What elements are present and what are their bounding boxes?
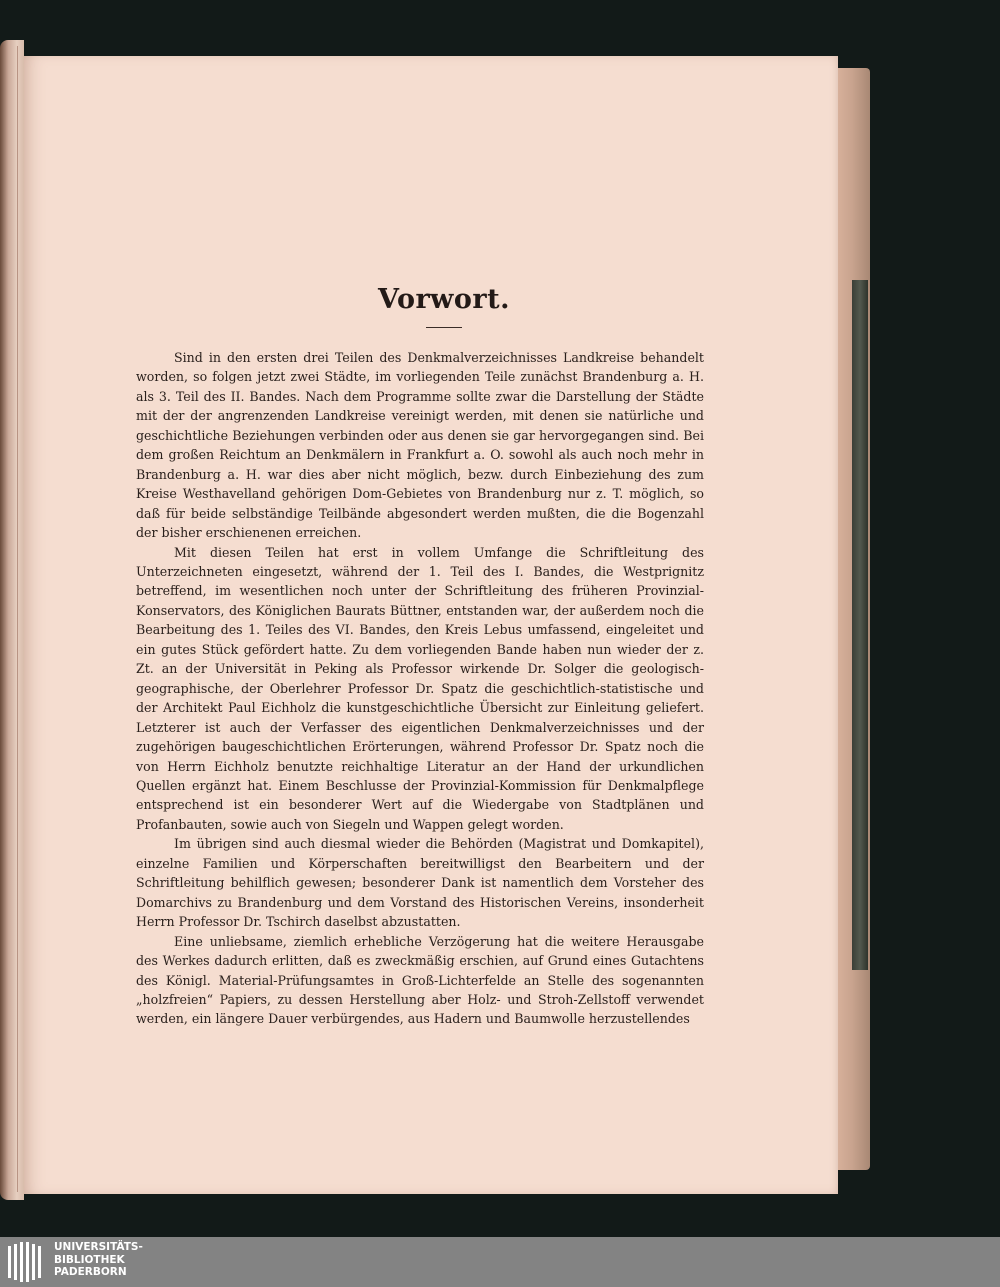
paragraph-2: Mit diesen Teilen hat erst in vollem Umfange die Schriftleitung des Unterzeichneten eingesetzt, während der 1. Teil des I. Bandes, die Westprignitz betreffend, im wesentlichen noch unter der Schriftleitung des früheren Provinzial-Konservators, des Königlichen Baurats Büttner, entstanden war, der außerdem noch die Bearbeitung des 1. Teiles des VI. Bandes, den Kreis Lebus umfassend, eingeleitet und ein gutes Stück gefördert hatte. Zu dem vorliegenden Bande haben nun wieder der z. Zt. an der Universität in Peking als Professor wirkende Dr. Solger die geologisch-geographische, der Oberlehrer Professor Dr. Spatz die geschichtlich-statistische und der Architekt Paul Eichholz die kunstgeschichtliche Übersicht zur Einleitung geliefert. Letzterer ist auch der Verfasser des eigentlichen Denkmalverzeichnisses und der zugehörigen baugeschichtlichen Erörterungen, während Professor Dr. Spatz noch die von Herrn Eichholz benutzte reichhaltige Literatur an der Hand der urkundlichen Quellen ergänzt hat. Einem Beschlusse der Provinzial-Kommission für Denkmalpflege entsprechend ist ein besonderer Wert auf die Wiedergabe von Stadtplänen und Profanbauten, sowie auch von Siegeln und Wappen gelegt worden.: [136, 544, 704, 832]
paragraph-3: Im übrigen sind auch diesmal wieder die Behörden (Magistrat und Domkapitel), einzelne Familien und Körperschaften bereitwilligst den Bearbeitern und der Schriftleitung behilflich gewesen; besonderer Dank ist namentlich dem Vorsteher des Domarchivs zu Brandenburg und dem Vorstand des Historischen Vereins, insonderheit Herrn Professor Dr. Tschirch daselbst abzustatten.: [136, 836, 704, 930]
left-page-edge: [0, 40, 24, 1200]
heading-rule: [426, 327, 462, 328]
paragraph-4: Eine unliebsame, ziemlich erhebliche Verzögerung hat die weitere Herausgabe des Werkes dadurch erlitten, daß es zweckmäßig erschien, auf Grund eines Gutachtens des Königl. Material-Prüfungsamtes in Groß-Lichterfelde an Stelle des sogenannten „holzfreien“ Papiers, zu dessen Herstellung aber Holz- und Stroh-Zellstoff verwendet werden, ein längere Dauer verbürgendes, aus Hadern und Baumwolle herzustellendes: [136, 933, 704, 1027]
library-logo-icon: [7, 1240, 47, 1284]
library-name-line-2: BIBLIOTHEK: [54, 1253, 125, 1266]
book-page: [24, 56, 838, 1194]
library-name: [54, 1241, 143, 1279]
footer-bar: [0, 1237, 1000, 1287]
library-name-line-3: PADERBORN: [54, 1266, 127, 1278]
library-name-line-1: UNIVERSITÄTS-: [54, 1241, 143, 1253]
page-heading: Vorwort.: [377, 284, 511, 315]
cloth-spine: [852, 280, 868, 970]
paragraph-1: Sind in den ersten drei Teilen des Denkmalverzeichnisses Landkreise behandelt worden, so folgen jetzt zwei Städte, im vorliegenden Teile zunächst Brandenburg a. H. als 3. Teil des II. Bandes. Nach dem Programme sollte zwar die Darstellung der Städte mit der der angrenzenden Landkreise vereinigt werden, mit denen sie natürliche und geschichtliche Beziehungen verbinden oder aus denen sie gar hervorgegangen sind. Bei dem großen Reichtum an Denkmälern in Frankfurt a. O. sowohl als auch noch mehr in Brandenburg a. H. war dies aber nicht möglich, bezw. durch Einbeziehung des zum Kreise Westhavelland gehörigen Dom-Gebietes von Brandenburg nur z. T. möglich, so daß für beide selbständige Teilbände abgesondert werden mußten, die die Bogenzahl der bisher erschienenen erreichen.: [136, 350, 704, 541]
body-text: [136, 348, 704, 1029]
